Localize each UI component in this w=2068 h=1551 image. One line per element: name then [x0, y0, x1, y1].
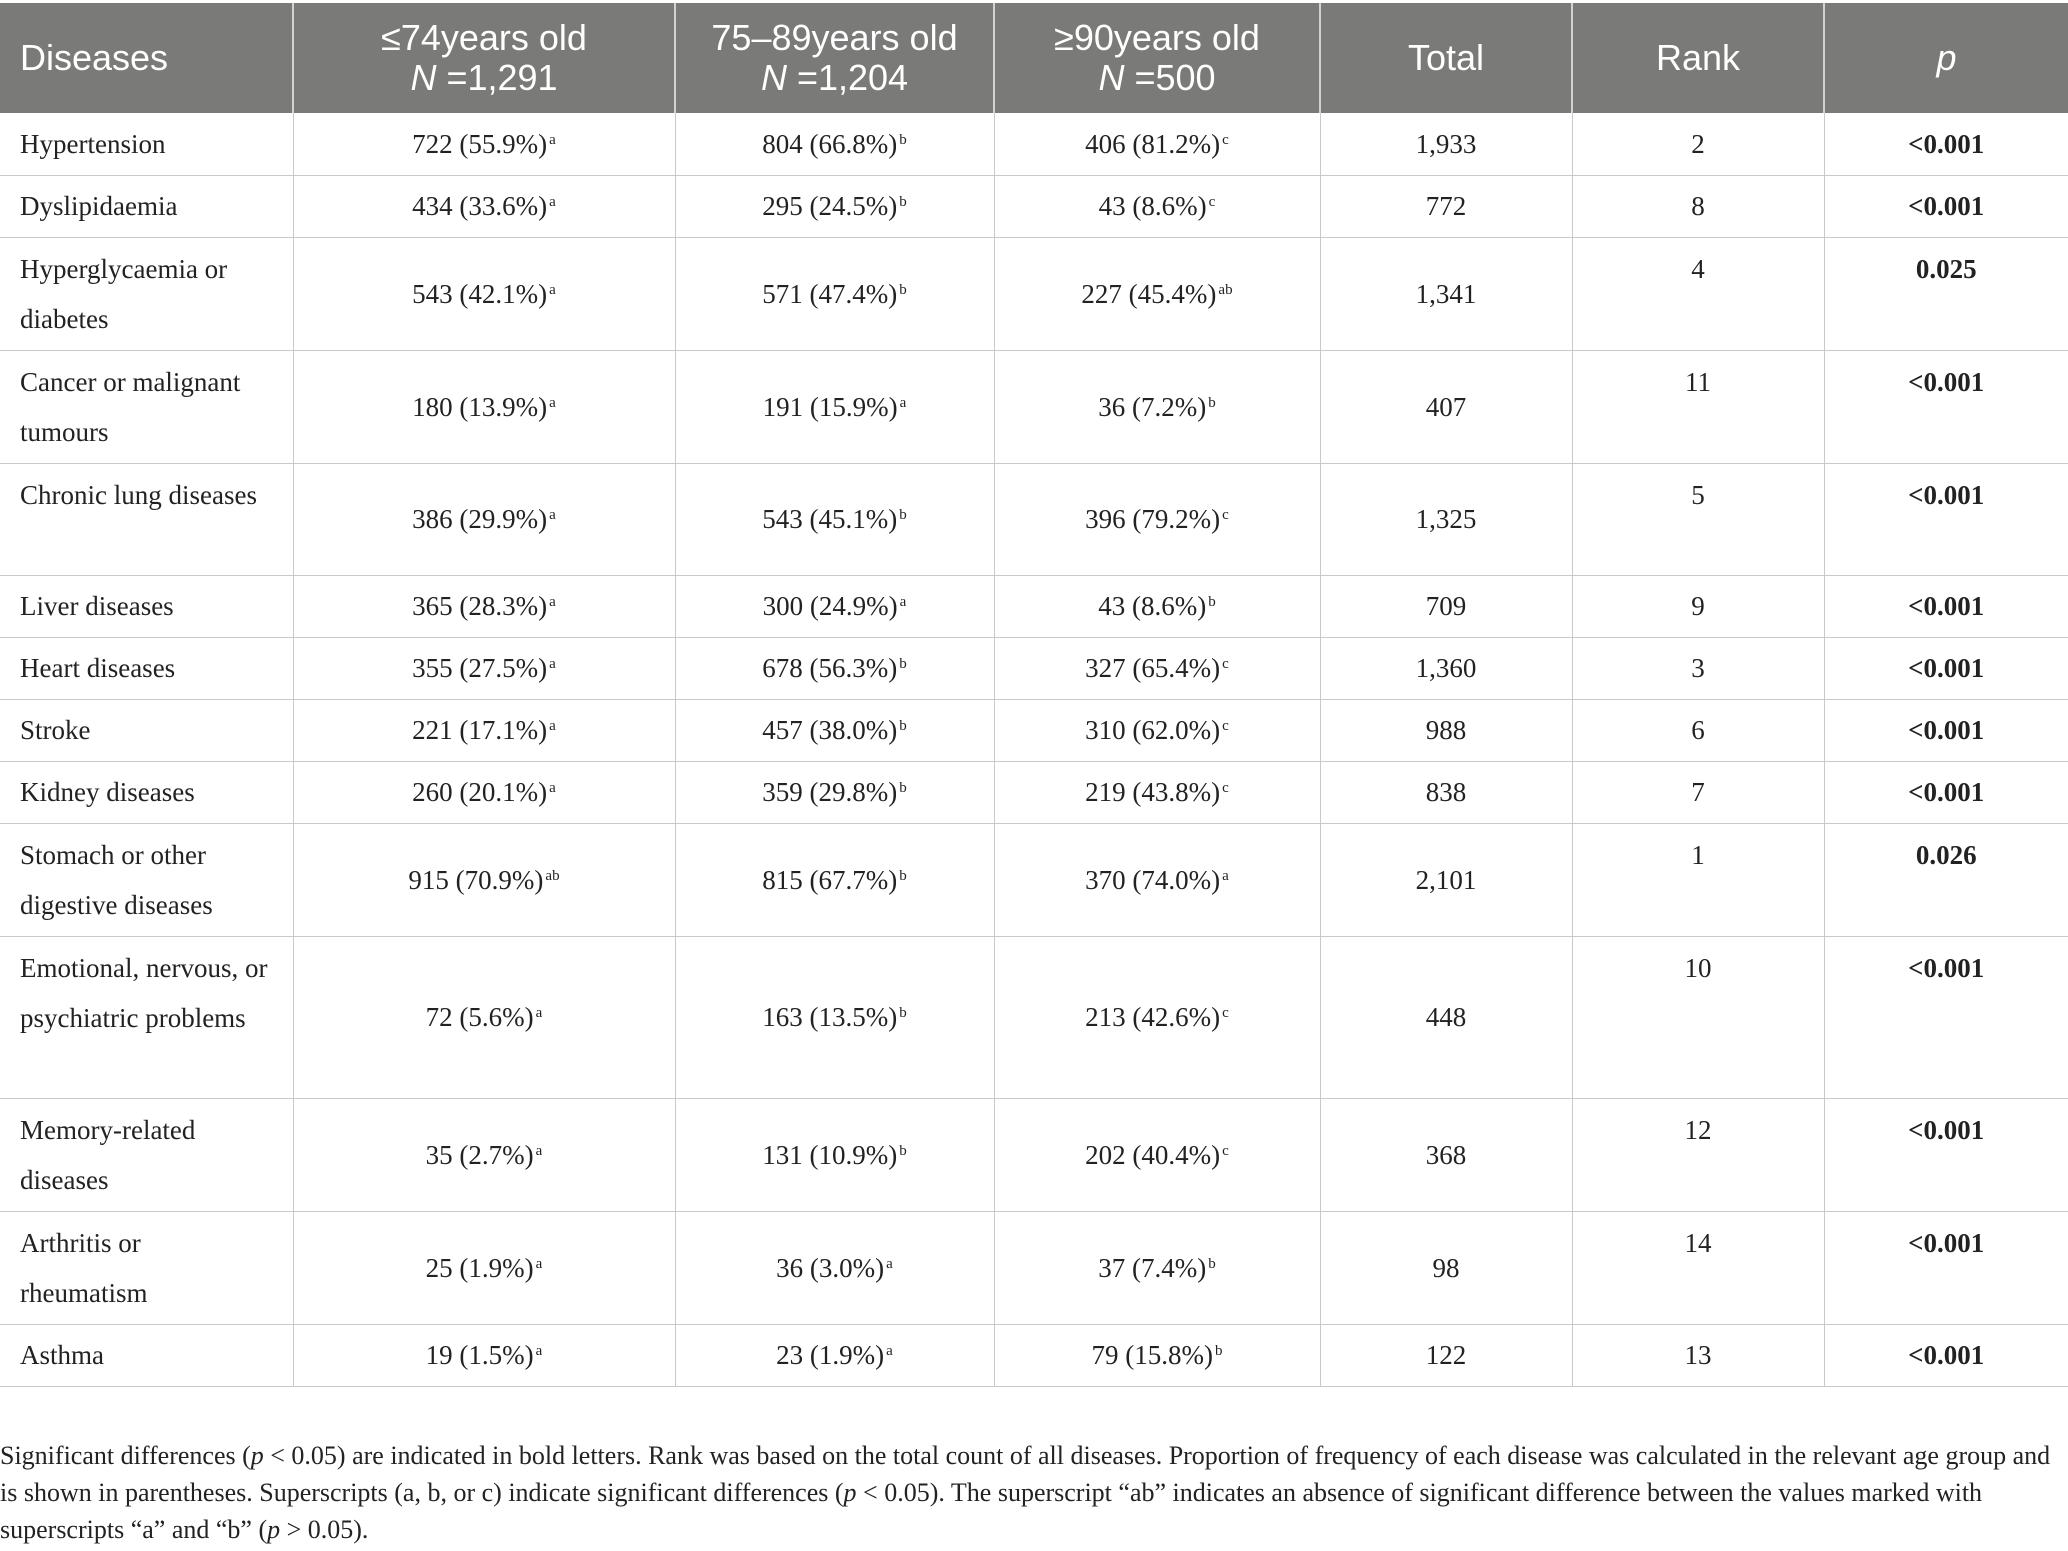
cell-rank: 1 — [1572, 823, 1824, 936]
cell-g3: 227 (45.4%) $^{ab}$ — [994, 237, 1320, 350]
cell-rank: 4 — [1572, 237, 1824, 350]
superscript: a — [535, 1005, 543, 1021]
cell-total: 1,325 — [1320, 463, 1572, 575]
cell-g1: 35 (2.7%) $^a$ — [293, 1098, 675, 1211]
cell-p-value: <0.001 — [1824, 761, 2068, 823]
cell-rank: 11 — [1572, 350, 1824, 463]
cell-g2: 457 (38.0%) $^b$ — [675, 699, 994, 761]
table-footnote: Significant differences (p < 0.05) are indicated in bold letters. Rank was based on the total count of all diseases. Proportion of frequency of each disease was calculated in the relevant age group and is shown in parentheses. Superscripts (a, b, or c) indicate significant differences (p < 0.05). The superscript “ab” indicates an absence of significant difference between the values marked with superscripts “a” and “b” (p > 0.05). — [0, 1441, 2051, 1544]
superscript: b — [1208, 394, 1216, 411]
cell-total: 122 — [1320, 1324, 1572, 1386]
p-symbol: p — [250, 1441, 264, 1470]
cell-g3: 213 (42.6%) $^c$ — [994, 936, 1320, 1098]
cell-p-value: <0.001 — [1824, 175, 2068, 237]
cell-g3: 37 (7.4%) $^b$ — [994, 1211, 1320, 1324]
cell-p-value: <0.001 — [1824, 575, 2068, 637]
table-row — [0, 1211, 2068, 1324]
superscript: b — [899, 780, 907, 796]
cell-rank: 5 — [1572, 463, 1824, 575]
superscript: ab — [1218, 281, 1233, 298]
superscript: a — [535, 1255, 543, 1272]
cell-g2: 571 (47.4%) $^b$ — [675, 237, 994, 350]
disease-name: Heart diseases — [0, 637, 293, 699]
header-total: Total — [1320, 3, 1572, 113]
superscript: c — [1208, 194, 1216, 210]
superscript: a — [549, 394, 556, 411]
cell-total: 1,341 — [1320, 237, 1572, 350]
cell-rank: 3 — [1572, 637, 1824, 699]
cell-p-value: <0.001 — [1824, 1211, 2068, 1324]
cell-p-value: <0.001 — [1824, 1324, 2068, 1386]
cell-g1: 365 (28.3%) $^a$ — [293, 575, 675, 637]
cell-total: 407 — [1320, 350, 1572, 463]
table-row — [0, 1098, 2068, 1211]
cell-g3: 327 (65.4%) $^c$ — [994, 637, 1320, 699]
cell-p-value: 0.025 — [1824, 237, 2068, 350]
table-row — [0, 350, 2068, 463]
header-g3-n-label: N — [1098, 57, 1125, 98]
cell-g3: 36 (7.2%) $^b$ — [994, 350, 1320, 463]
cell-total: 988 — [1320, 699, 1572, 761]
cell-p-value: 0.026 — [1824, 823, 2068, 936]
header-g2-label: 75–89years old — [711, 17, 958, 58]
disease-name: Cancer or malignant tumours — [0, 350, 293, 463]
superscript: b — [899, 1142, 907, 1159]
disease-name: Kidney diseases — [0, 761, 293, 823]
superscript: a — [886, 1255, 893, 1272]
superscript: b — [899, 1005, 907, 1021]
cell-g2: 300 (24.9%) $^a$ — [675, 575, 994, 637]
cell-p-value: <0.001 — [1824, 936, 2068, 1098]
superscript: b — [899, 656, 907, 672]
disease-name: Hyperglycaemia or diabetes — [0, 237, 293, 350]
superscript: c — [1222, 507, 1229, 523]
cell-g1: 19 (1.5%) $^a$ — [293, 1324, 675, 1386]
superscript: b — [899, 718, 907, 734]
header-g2-n-label: N — [760, 57, 787, 98]
superscript: b — [899, 131, 907, 148]
cell-rank: 9 — [1572, 575, 1824, 637]
superscript: a — [549, 507, 556, 523]
table-row — [0, 575, 2068, 637]
header-age-74-or-younger — [293, 3, 675, 113]
cell-total: 709 — [1320, 575, 1572, 637]
superscript: b — [899, 507, 907, 523]
disease-name: Emotional, nervous, or psychiatric problems — [0, 936, 293, 1098]
cell-g2: 804 (66.8%) $^b$ — [675, 113, 994, 175]
table-row — [0, 637, 2068, 699]
header-g3-n-value: =500 — [1124, 57, 1216, 98]
cell-g1: 260 (20.1%) $^a$ — [293, 761, 675, 823]
cell-g2: 163 (13.5%) $^b$ — [675, 936, 994, 1098]
cell-p-value: <0.001 — [1824, 1098, 2068, 1211]
cell-rank: 10 — [1572, 936, 1824, 1098]
table-row — [0, 761, 2068, 823]
header-g3-label: ≥90years old — [1054, 17, 1260, 58]
disease-name: Hypertension — [0, 113, 293, 175]
header-age-90-or-older — [994, 3, 1320, 113]
superscript: ab — [545, 867, 560, 884]
table-row — [0, 175, 2068, 237]
header-age-75-89 — [675, 3, 994, 113]
table-header-row — [0, 3, 2068, 113]
superscript: a — [886, 1343, 893, 1359]
cell-g1: 25 (1.9%) $^a$ — [293, 1211, 675, 1324]
table-row — [0, 936, 2068, 1098]
cell-g3: 310 (62.0%) $^c$ — [994, 699, 1320, 761]
superscript: b — [899, 867, 907, 884]
cell-rank: 14 — [1572, 1211, 1824, 1324]
cell-g1: 915 (70.9%) $^{ab}$ — [293, 823, 675, 936]
cell-g2: 23 (1.9%) $^a$ — [675, 1324, 994, 1386]
disease-name: Liver diseases — [0, 575, 293, 637]
cell-g1: 180 (13.9%) $^a$ — [293, 350, 675, 463]
header-p-value: p — [1824, 3, 2068, 113]
superscript: b — [1208, 1255, 1216, 1272]
superscript: a — [549, 594, 556, 610]
cell-rank: 7 — [1572, 761, 1824, 823]
cell-total: 98 — [1320, 1211, 1572, 1324]
disease-name: Stomach or other digestive diseases — [0, 823, 293, 936]
cell-p-value: <0.001 — [1824, 637, 2068, 699]
superscript: c — [1222, 780, 1229, 796]
cell-g1: 72 (5.6%) $^a$ — [293, 936, 675, 1098]
superscript: c — [1222, 1005, 1229, 1021]
cell-g3: 370 (74.0%) $^a$ — [994, 823, 1320, 936]
header-g1-n-value: =1,291 — [436, 57, 558, 98]
header-g1-label: ≤74years old — [381, 17, 587, 58]
cell-g2: 543 (45.1%) $^b$ — [675, 463, 994, 575]
superscript: a — [899, 594, 907, 610]
cell-g2: 678 (56.3%) $^b$ — [675, 637, 994, 699]
cell-g2: 36 (3.0%) $^a$ — [675, 1211, 994, 1324]
table-row — [0, 113, 2068, 175]
cell-total: 448 — [1320, 936, 1572, 1098]
superscript: b — [899, 194, 907, 210]
superscript: a — [549, 131, 556, 148]
cell-total: 1,360 — [1320, 637, 1572, 699]
cell-p-value: <0.001 — [1824, 699, 2068, 761]
disease-name: Arthritis or rheumatism — [0, 1211, 293, 1324]
cell-g1: 386 (29.9%) $^a$ — [293, 463, 675, 575]
p-symbol: p — [843, 1478, 857, 1507]
cell-g2: 359 (29.8%) $^b$ — [675, 761, 994, 823]
superscript: a — [535, 1142, 543, 1159]
superscript: b — [1214, 1343, 1223, 1359]
cell-g1: 221 (17.1%) $^a$ — [293, 699, 675, 761]
header-g1-n-label: N — [410, 57, 437, 98]
header-g2-n-value: =1,204 — [786, 57, 909, 98]
cell-g3: 79 (15.8%) $^b$ — [994, 1324, 1320, 1386]
cell-g2: 295 (24.5%) $^b$ — [675, 175, 994, 237]
cell-rank: 2 — [1572, 113, 1824, 175]
header-rank: Rank — [1572, 3, 1824, 113]
disease-name: Asthma — [0, 1324, 293, 1386]
superscript: a — [549, 656, 556, 672]
superscript: c — [1222, 656, 1229, 672]
cell-g1: 543 (42.1%) $^a$ — [293, 237, 675, 350]
cell-g2: 815 (67.7%) $^b$ — [675, 823, 994, 936]
cell-rank: 13 — [1572, 1324, 1824, 1386]
cell-total: 2,101 — [1320, 823, 1572, 936]
cell-rank: 6 — [1572, 699, 1824, 761]
cell-g3: 43 (8.6%) $^c$ — [994, 175, 1320, 237]
table-row — [0, 463, 2068, 575]
superscript: a — [549, 718, 556, 734]
table-row — [0, 237, 2068, 350]
superscript: a — [535, 1343, 543, 1359]
superscript: b — [1208, 594, 1216, 610]
cell-p-value: <0.001 — [1824, 113, 2068, 175]
disease-name: Dyslipidaemia — [0, 175, 293, 237]
superscript: c — [1222, 718, 1229, 734]
table-row — [0, 1324, 2068, 1386]
table-row — [0, 823, 2068, 936]
cell-p-value: <0.001 — [1824, 463, 2068, 575]
cell-g3: 219 (43.8%) $^c$ — [994, 761, 1320, 823]
disease-name: Stroke — [0, 699, 293, 761]
cell-g3: 396 (79.2%) $^c$ — [994, 463, 1320, 575]
cell-g3: 43 (8.6%) $^b$ — [994, 575, 1320, 637]
table-row — [0, 699, 2068, 761]
disease-table — [0, 3, 2068, 1387]
cell-g1: 434 (33.6%) $^a$ — [293, 175, 675, 237]
cell-p-value: <0.001 — [1824, 350, 2068, 463]
cell-g3: 406 (81.2%) $^c$ — [994, 113, 1320, 175]
header-g2-n — [696, 58, 973, 98]
superscript: a — [549, 194, 556, 210]
cell-total: 1,933 — [1320, 113, 1572, 175]
cell-g2: 191 (15.9%) $^a$ — [675, 350, 994, 463]
superscript: a — [899, 394, 907, 411]
superscript: a — [549, 780, 556, 796]
header-g3-n — [1015, 58, 1299, 98]
cell-total: 772 — [1320, 175, 1572, 237]
superscript: c — [1222, 1142, 1229, 1159]
disease-name: Chronic lung diseases — [0, 463, 293, 575]
cell-rank: 12 — [1572, 1098, 1824, 1211]
cell-g2: 131 (10.9%) $^b$ — [675, 1098, 994, 1211]
superscript: a — [549, 281, 556, 298]
cell-g1: 355 (27.5%) $^a$ — [293, 637, 675, 699]
superscript: a — [1222, 867, 1229, 884]
cell-rank: 8 — [1572, 175, 1824, 237]
disease-name: Memory-related diseases — [0, 1098, 293, 1211]
header-g1-n — [314, 58, 654, 98]
cell-g3: 202 (40.4%) $^c$ — [994, 1098, 1320, 1211]
cell-total: 838 — [1320, 761, 1572, 823]
cell-total: 368 — [1320, 1098, 1572, 1211]
header-diseases: Diseases — [0, 3, 293, 113]
p-symbol: p — [267, 1515, 281, 1544]
superscript: b — [899, 281, 907, 298]
superscript: c — [1222, 131, 1229, 148]
cell-g1: 722 (55.9%) $^a$ — [293, 113, 675, 175]
